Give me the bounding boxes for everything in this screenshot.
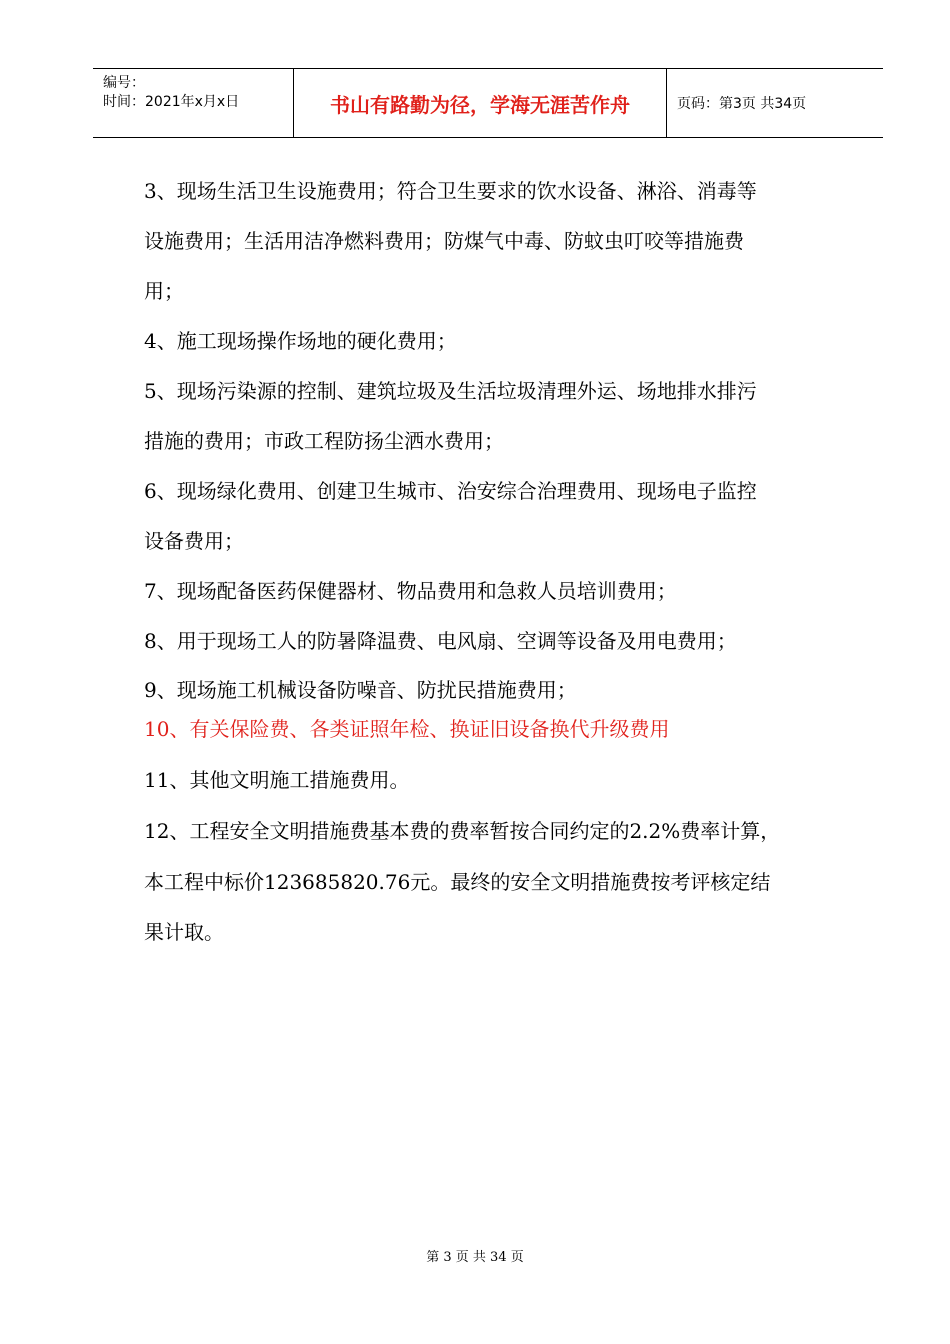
page-footer <box>0 1246 950 1265</box>
header-motto: 书山有路勤为径，学海无涯苦作舟 <box>294 69 667 137</box>
document-time-label: 时间：2021年x月x日 <box>103 94 240 110</box>
body-line: 本工程中标价123685820.76元。最终的安全文明措施费按考评核定结 <box>144 870 771 894</box>
body-line: 5、现场污染源的控制、建筑垃圾及生活垃圾清理外运、场地排水排污 <box>144 379 757 403</box>
body-line: 8、用于现场工人的防暑降温费、电风扇、空调等设备及用电费用； <box>144 629 737 653</box>
body-line: 用； <box>144 279 184 303</box>
body-line: 设备费用； <box>144 529 244 553</box>
body-line: 4、施工现场操作场地的硬化费用； <box>144 329 457 353</box>
body-line: 9、现场施工机械设备防噪音、防扰民措施费用； <box>144 678 577 702</box>
body-line: 设施费用；生活用洁净燃料费用；防煤气中毒、防蚊虫叮咬等措施费 <box>144 229 744 253</box>
header-meta-cell <box>93 69 294 137</box>
body-line: 11、其他文明施工措施费用。 <box>144 768 410 792</box>
body-line: 7、现场配备医药保健器材、物品费用和急救人员培训费用； <box>144 579 677 603</box>
body-line: 6、现场绿化费用、创建卫生城市、治安综合治理费用、现场电子监控 <box>144 479 757 503</box>
document-number-label: 编号： <box>103 75 145 91</box>
page-header <box>93 68 883 138</box>
body-line: 果计取。 <box>144 920 224 944</box>
body-line: 措施的费用；市政工程防扬尘洒水费用； <box>144 429 504 453</box>
body-line-highlighted: 10、有关保险费、各类证照年检、换证旧设备换代升级费用 <box>144 717 670 741</box>
footer-page-number: 第 3 页 共 34 页 <box>426 1250 524 1265</box>
header-page-number: 页码：第3页 共34页 <box>677 96 807 112</box>
body-line: 12、工程安全文明措施费基本费的费率暂按合同约定的2.2%费率计算， <box>144 819 781 843</box>
body-line: 3、现场生活卫生设施费用；符合卫生要求的饮水设备、淋浴、消毒等 <box>144 179 757 203</box>
